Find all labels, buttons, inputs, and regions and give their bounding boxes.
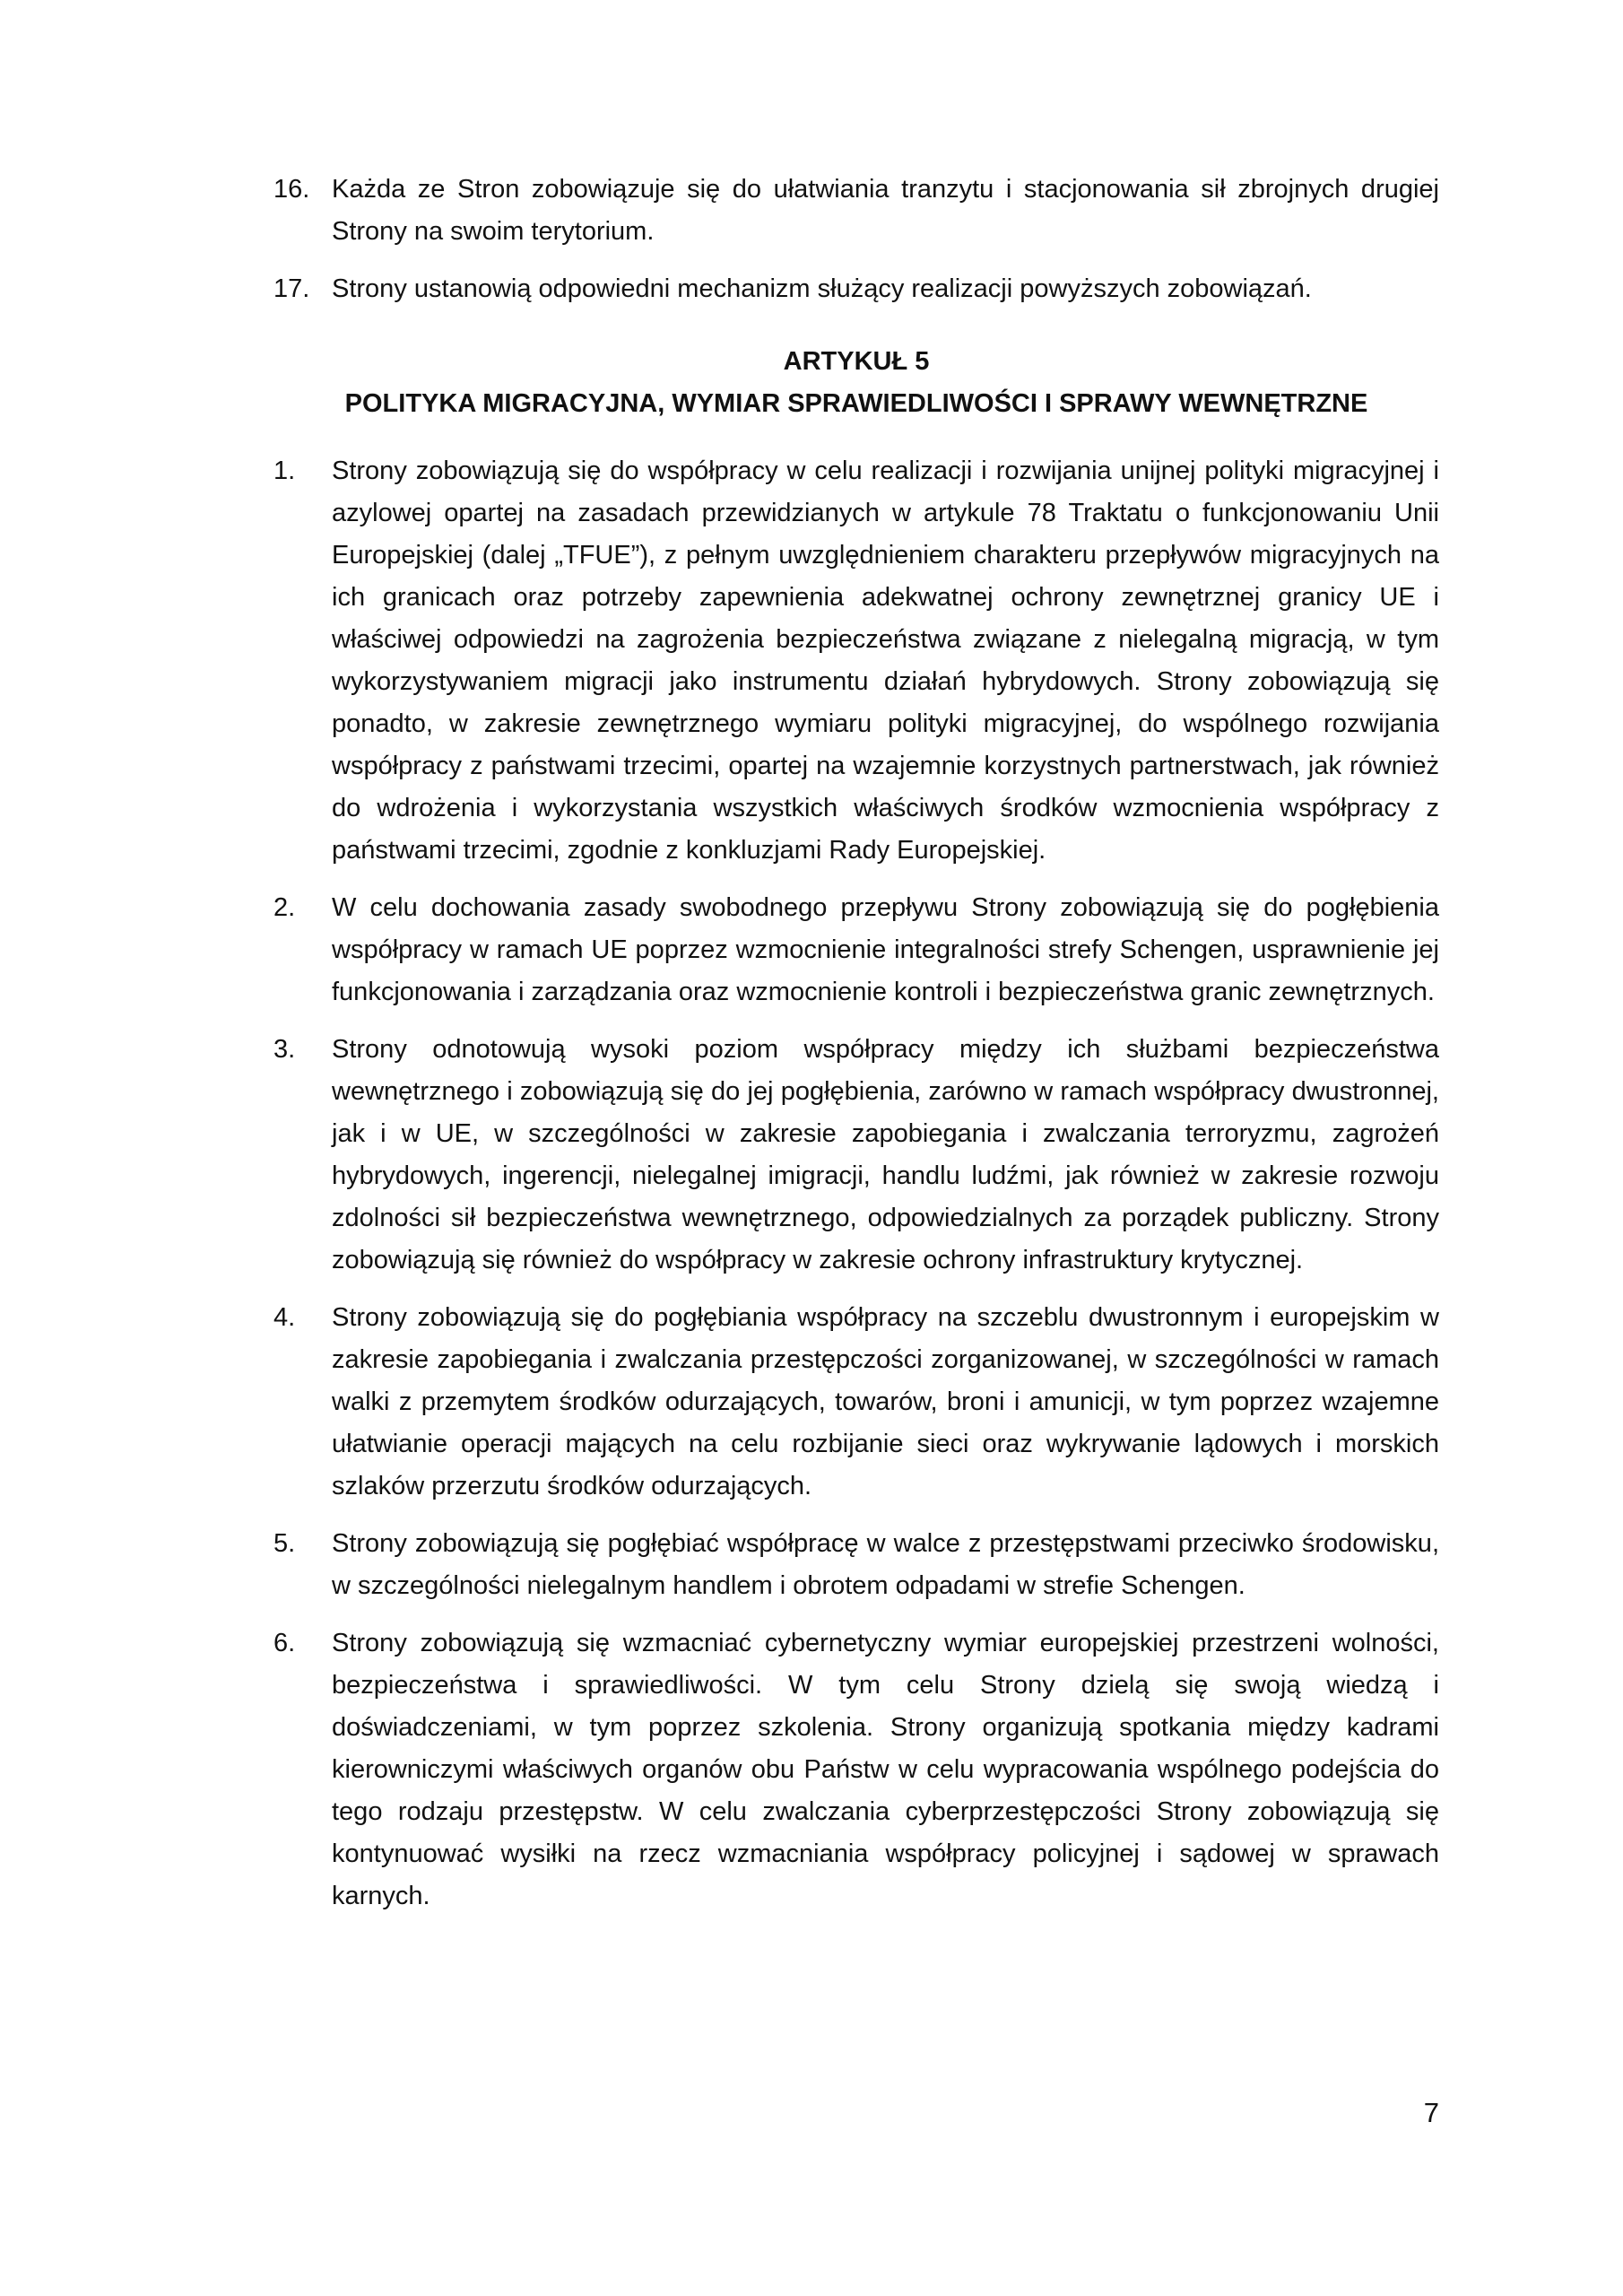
document-body bbox=[273, 169, 1439, 1933]
list-item-1 bbox=[273, 450, 1439, 872]
list-item-6 bbox=[273, 1622, 1439, 1918]
item-text: Strony zobowiązują się pogłębiać współpracę w walce z przestępstwami przeciwko środowisku, w szczególności nielegalnym handlem i obrotem odpadami w strefie Schengen. bbox=[332, 1529, 1439, 1600]
item-number: 1. bbox=[273, 457, 296, 485]
item-number: 5. bbox=[273, 1529, 296, 1558]
item-number: 17. bbox=[273, 274, 310, 303]
item-number: 16. bbox=[273, 175, 310, 204]
list-item-5 bbox=[273, 1523, 1439, 1607]
item-number: 4. bbox=[273, 1303, 296, 1332]
list-item-2 bbox=[273, 887, 1439, 1013]
item-text: Strony zobowiązują się wzmacniać cybernetyczny wymiar europejskiej przestrzeni wolności, bezpieczeństwa i sprawiedliwości. W tym celu Strony dzielą się swoją wiedzą i doświadczeniami, w tym poprzez szkolenia. Strony organizują spotkania między kadrami kierowniczymi właściwych organów obu Państw w celu wypracowania wspólnego podejścia do tego rodzaju przestępstw. W celu zwalczania cyberprzestępczości Strony zobowiązują się kontynuować wysiłki na rzecz wzmacniania współpracy policyjnej i sądowej w sprawach karnych. bbox=[332, 1629, 1439, 1910]
article-subheading: POLITYKA MIGRACYJNA, WYMIAR SPRAWIEDLIWOŚCI I SPRAWY WEWNĘTRZNE bbox=[344, 389, 1368, 418]
item-text: Strony ustanowią odpowiedni mechanizm służący realizacji powyższych zobowiązań. bbox=[332, 274, 1312, 303]
item-text: Strony zobowiązują się do współpracy w celu realizacji i rozwijania unijnej polityki migracyjnej i azylowej opartej na zasadach przewidzianych w artykule 78 Traktatu o funkcjonowaniu Unii Europejskiej (dalej „TFUE”), z pełnym uwzględnieniem charakteru przepływów migracyjnych na ich granicach oraz potrzeby zapewnienia adekwatnej ochrony zewnętrznej granicy UE i właściwej odpowiedzi na zagrożenia bezpieczeństwa związane z nielegalną migracją, w tym wykorzystywaniem migracji jako instrumentu działań hybrydowych. Strony zobowiązują się ponadto, w zakresie zewnętrznego wymiaru polityki migracyjnej, do wspólnego rozwijania współpracy z państwami trzecimi, opartej na wzajemnie korzystnych partnerstwach, jak również do wdrożenia i wykorzystania wszystkich właściwych środków wzmocnienia współpracy z państwami trzecimi, zgodnie z konkluzjami Rady Europejskiej. bbox=[332, 457, 1439, 865]
item-text: Strony zobowiązują się do pogłębiania współpracy na szczeblu dwustronnym i europejskim w zakresie zapobiegania i zwalczania przestępczości zorganizowanej, w szczególności w ramach walki z przemytem środków odurzających, towarów, broni i amunicji, w tym poprzez wzajemne ułatwianie operacji mających na celu rozbijanie sieci oraz wykrywanie lądowych i morskich szlaków przerzutu środków odurzających. bbox=[332, 1303, 1439, 1500]
item-number: 6. bbox=[273, 1629, 296, 1657]
item-number: 2. bbox=[273, 893, 296, 922]
item-number: 3. bbox=[273, 1035, 296, 1064]
list-item-3 bbox=[273, 1029, 1439, 1282]
list-item-17 bbox=[273, 268, 1439, 310]
list-item-16 bbox=[273, 169, 1439, 253]
item-text: Każda ze Stron zobowiązuje się do ułatwiania tranzytu i stacjonowania sił zbrojnych drugiej Strony na swoim terytorium. bbox=[332, 175, 1439, 246]
item-text: W celu dochowania zasady swobodnego przepływu Strony zobowiązują się do pogłębienia współpracy w ramach UE poprzez wzmocnienie integralności strefy Schengen, usprawnienie jej funkcjonowania i zarządzania oraz wzmocnienie kontroli i bezpieczeństwa granic zewnętrznych. bbox=[332, 893, 1439, 1006]
article-heading: ARTYKUŁ 5 bbox=[783, 347, 930, 376]
item-text: Strony odnotowują wysoki poziom współpracy między ich służbami bezpieczeństwa wewnętrznego i zobowiązują się do jej pogłębienia, zarówno w ramach współpracy dwustronnej, jak i w UE, w szczególności w zakresie zapobiegania i zwalczania terroryzmu, zagrożeń hybrydowych, ingerencji, nielegalnej imigracji, handlu ludźmi, jak również w zakresie rozwoju zdolności sił bezpieczeństwa wewnętrznego, odpowiedzialnych za porządek publiczny. Strony zobowiązują się również do współpracy w zakresie ochrony infrastruktury krytycznej. bbox=[332, 1035, 1439, 1274]
page-number: 7 bbox=[1423, 2097, 1439, 2128]
article-heading-block bbox=[273, 341, 1439, 425]
list-item-4 bbox=[273, 1297, 1439, 1508]
